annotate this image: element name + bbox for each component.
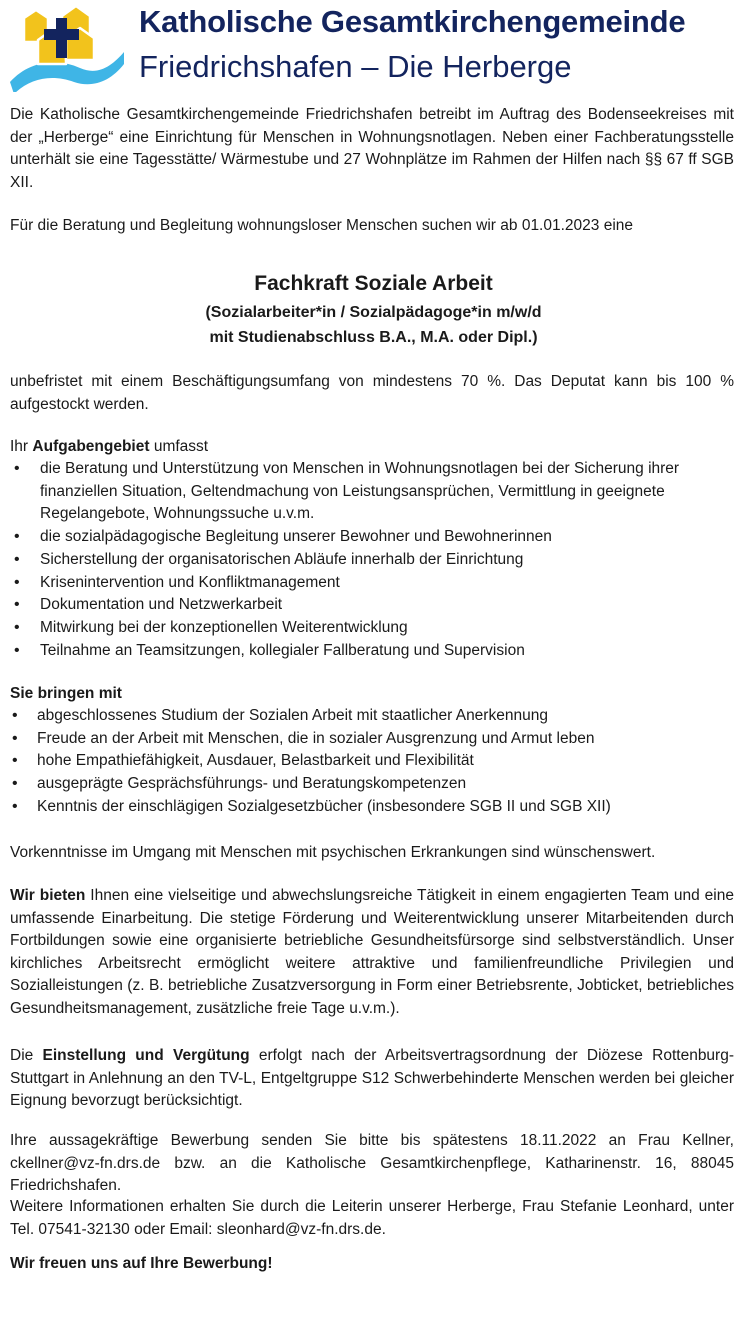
job-subtitle-line-1: (Sozialarbeiter*in / Sozialpädagoge*in m/w/d — [205, 304, 542, 321]
list-item: • die sozialpädagogische Begleitung unserer Bewohner und Bewohnerinnen — [10, 526, 722, 549]
requirements-heading: Sie bringen mit — [10, 685, 122, 702]
pay-text: erfolgt nach der Arbeitsvertragsordnung der Diözese Rottenburg-Stuttgart in Anlehnung an den TV-L, Entgeltgruppe S12 Schwerbehinderte Menschen werden bei gleicher Eignung bevorzugt berücksichtigt. — [10, 1047, 734, 1109]
offer-heading: Wir bieten — [10, 887, 86, 904]
list-item: • abgeschlossenes Studium der Sozialen Arbeit mit staatlicher Anerkennung — [10, 705, 728, 728]
list-item: • ausgeprägte Gesprächsführungs- und Beratungskompetenzen — [10, 773, 728, 796]
desirable-paragraph: Vorkenntnisse im Umgang mit Menschen mit psychischen Erkrankungen sind wünschenswert. — [10, 844, 656, 861]
list-item: • die Beratung und Unterstützung von Menschen in Wohnungsnotlagen bei der Sicherung ihrer finanziellen Situation, Geltendmachung von Leistungsansprüchen, Vermittlung in geeignete Regelangebote, Wohnungssuche u.v.m. — [10, 458, 722, 526]
pay-paragraph — [10, 1045, 734, 1113]
tasks-list — [10, 458, 722, 662]
tasks-intro-prefix: Ihr — [10, 438, 33, 455]
job-subtitle — [0, 300, 747, 350]
closing-line: Wir freuen uns auf Ihre Bewerbung! — [10, 1255, 273, 1272]
tasks-intro-suffix: umfasst — [149, 438, 209, 455]
list-item: • Sicherstellung der organisatorischen Abläufe innerhalb der Einrichtung — [10, 549, 722, 572]
job-title: Fachkraft Soziale Arbeit — [254, 272, 493, 295]
pay-heading: Einstellung und Vergütung — [42, 1047, 250, 1064]
list-item: • Krisenintervention und Konfliktmanagement — [10, 572, 722, 595]
job-subtitle-line-2: mit Studienabschluss B.A., M.A. oder Dipl.) — [209, 329, 538, 346]
list-item: • Mitwirkung bei der konzeptionellen Weiterentwicklung — [10, 617, 722, 640]
requirements-list — [10, 705, 728, 819]
list-item: • Dokumentation und Netzwerkarbeit — [10, 594, 722, 617]
list-item: • hohe Empathiefähigkeit, Ausdauer, Belastbarkeit und Flexibilität — [10, 750, 728, 773]
offer-text: Ihnen eine vielseitige und abwechslungsreiche Tätigkeit in einem engagierten Team und eine umfassende Einarbeitung. Die stetige Förderung und Weiterentwicklung unserer Mitarbeitenden durch Fortbildungen sowie eine organisierte betriebliche Gesundheitsfürsorge sind selbstverständlich. Unser kirchliches Arbeitsrecht ermöglicht weitere attraktive und familienfreundliche Privilegien und Sozialleistungen (z. B. betriebliche Zusatzversorgung in Form einer Betriebsrente, Jobticket, betriebliches Gesundheitsmanagement, zusätzliche freie Tage u.v.m.). — [10, 887, 734, 1017]
tasks-heading: Aufgabengebiet — [32, 438, 150, 455]
pay-prefix: Die — [10, 1047, 43, 1064]
list-item: • Kenntnis der einschlägigen Sozialgesetzbücher (insbesondere SGB II und SGB XII) — [10, 796, 728, 819]
organization-subtitle: Friedrichshafen – Die Herberge — [139, 49, 572, 84]
employment-paragraph: unbefristet mit einem Beschäftigungsumfang von mindestens 70 %. Das Deputat kann bis 100 % aufgestockt werden. — [10, 373, 734, 413]
document-header — [8, 2, 743, 94]
organization-name: Katholische Gesamtkirchengemeinde — [139, 4, 686, 39]
list-item: • Teilnahme an Teamsitzungen, kollegialer Fallberatung und Supervision — [10, 640, 722, 663]
contact-paragraph: Weitere Informationen erhalten Sie durch die Leiterin unserer Herberge, Frau Stefanie Leonhard, unter Tel. 07541-32130 oder Email: sleonhard@vz-fn.drs.de. — [10, 1198, 734, 1238]
offer-paragraph — [10, 885, 734, 1020]
application-paragraph: Ihre aussagekräftige Bewerbung senden Sie bitte bis spätestens 18.11.2022 an Frau Kellner, ckellner@vz-fn.drs.de bzw. an die Katholische Gesamtkirchenpflege, Katharinenstr. 16, 88045 Friedrichshafen. — [10, 1132, 734, 1194]
list-item: • Freude an der Arbeit mit Menschen, die in sozialer Ausgrenzung und Armut leben — [10, 728, 728, 751]
tasks-intro — [10, 436, 734, 459]
cross-houses-logo-icon — [8, 2, 126, 92]
search-sentence: Für die Beratung und Begleitung wohnungsloser Menschen suchen wir ab 01.01.2023 eine — [10, 217, 634, 234]
intro-paragraph: Die Katholische Gesamtkirchengemeinde Friedrichshafen betreibt im Auftrag des Bodenseekreises mit der „Herberge“ eine Einrichtung für Menschen in Wohnungsnotlagen. Neben einer Fachberatungsstelle unterhält sie eine Tagesstätte/ Wärmestube und 27 Wohnplätze im Rahmen der Hilfen nach §§ 67 ff SGB XII. — [10, 106, 734, 191]
